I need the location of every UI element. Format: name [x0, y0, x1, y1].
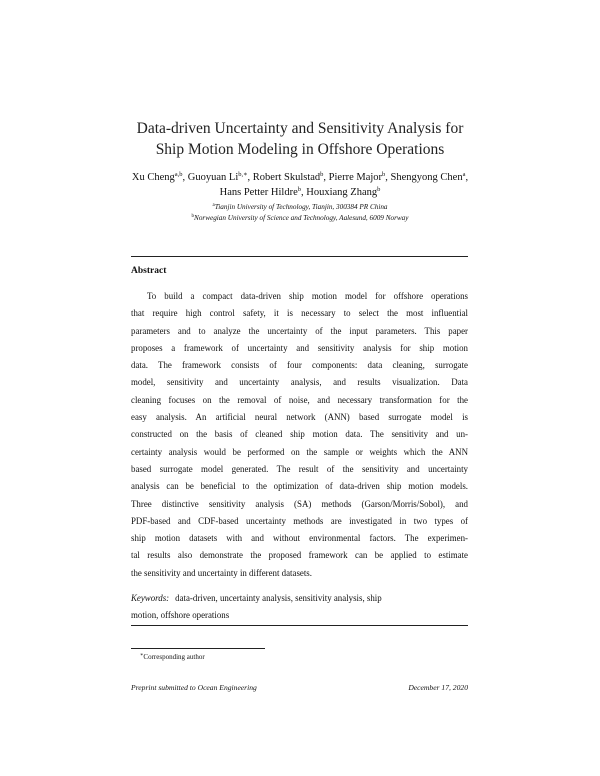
author-affiliation-mark: b — [382, 171, 386, 178]
abstract-line: certainty analysis would be performed on the sample or weights which the ANN — [131, 446, 468, 457]
abstract-line: parameters and to analyze the uncertainty of the input parameters. This paper — [131, 325, 468, 336]
footnote-text: Corresponding author — [143, 653, 205, 661]
abstract-line: data. The framework consists of four components: data cleaning, surrogate — [131, 360, 468, 371]
author — [132, 172, 188, 183]
abstract-line: based surrogate model generated. The result of the sensitivity and uncertainty — [131, 463, 468, 474]
keywords-text: data-driven, uncertainty analysis, sensitivity analysis, ship — [175, 593, 382, 603]
affiliation — [100, 213, 500, 224]
author-separator: , — [247, 172, 253, 183]
abstract-line: ship motion datasets with and without environmental factors. The experimen- — [131, 533, 468, 544]
abstract-body — [131, 288, 468, 582]
affiliation-text: Norwegian University of Science and Technology, Aalesund, 6009 Norway — [194, 213, 409, 222]
affiliation-text: Tianjin University of Technology, Tianjin, 300384 PR China — [214, 203, 388, 211]
title-line-2: Ship Motion Modeling in Offshore Operations — [155, 141, 445, 158]
affiliation-mark: b — [191, 213, 195, 219]
affiliation — [100, 202, 500, 213]
abstract-line: cleaning focuses on the removal of noise, and necessary transformation for the — [131, 394, 468, 405]
author-name: Hans Petter Hildre — [219, 187, 298, 198]
author-separator: , — [385, 172, 391, 183]
author — [188, 172, 253, 183]
abstract-heading: Abstract — [131, 266, 167, 276]
affiliation-list — [100, 202, 500, 223]
keywords-label: Keywords: — [131, 593, 170, 603]
author-affiliation-mark: b — [297, 186, 302, 193]
author — [329, 172, 391, 183]
author-name: Robert Skulstad — [252, 172, 321, 183]
footnote-rule — [131, 648, 265, 649]
footer-date: December 17, 2020 — [408, 683, 468, 692]
author-affiliation-mark: a — [462, 171, 466, 178]
author-name: Xu Cheng — [131, 172, 175, 183]
author-separator: , — [182, 172, 188, 183]
author-name: Guoyuan Li — [187, 172, 239, 183]
footnote-mark: ∗ — [140, 653, 144, 658]
author — [253, 172, 329, 183]
footnote — [140, 652, 205, 662]
keywords-line: motion, offshore operations — [131, 610, 230, 621]
abstract-line: model, sensitivity and uncertainty analysis, and results visualization. Data — [131, 377, 468, 388]
author-affiliation-mark: b,∗ — [238, 171, 248, 178]
title-line-1: Data-driven Uncertainty and Sensitivity Analysis for — [136, 120, 464, 137]
abstract-line: tal results also demonstrate the proposed framework can be applied to estimate — [131, 550, 468, 561]
author-name: Houxiang Zhang — [306, 187, 378, 198]
abstract-top-rule — [131, 256, 468, 257]
abstract-line: PDF-based and CDF-based uncertainty methods are investigated in two types of — [131, 515, 468, 526]
abstract-line: easy analysis. An artificial neural network (ANN) based surrogate model is — [131, 412, 468, 423]
affiliation-mark: a — [212, 203, 215, 208]
footer-journal: Preprint submitted to Ocean Engineering — [131, 683, 257, 692]
abstract-line: Three distinctive sensitivity analysis (SA) methods (Garson/Morris/Sobol), and — [131, 498, 468, 509]
author-name: Pierre Major — [328, 172, 383, 183]
keywords-line — [131, 590, 468, 607]
author-separator: , — [301, 187, 307, 198]
author-name: Shengyong Chen — [390, 172, 463, 183]
abstract-line: To build a compact data-driven ship motion model for offshore operations — [147, 291, 468, 301]
author-list — [120, 170, 480, 200]
abstract-line: proposes a framework of uncertainty and sensitivity analysis for ship motion — [131, 342, 468, 353]
paper-title — [100, 118, 500, 160]
author-separator: , — [465, 172, 469, 183]
author — [306, 187, 380, 198]
author — [391, 172, 469, 183]
abstract-line: analysis can be beneficial to the optimization of data-driven ship motion models. — [131, 481, 468, 492]
abstract-line: constructed on the basis of cleaned ship motion data. The sensitivity and un- — [131, 429, 468, 440]
author-affiliation-mark: b — [377, 186, 381, 193]
author-affiliation-mark: a,b — [174, 171, 183, 178]
author — [220, 187, 307, 198]
author-separator: , — [323, 172, 329, 183]
author-affiliation-mark: b — [320, 171, 324, 178]
abstract-bottom-rule — [131, 625, 468, 626]
keywords — [131, 590, 468, 625]
abstract-line: the sensitivity and uncertainty in different datasets. — [131, 567, 312, 578]
abstract-line: that require high control safety, it is necessary to select the most influential — [131, 308, 468, 319]
